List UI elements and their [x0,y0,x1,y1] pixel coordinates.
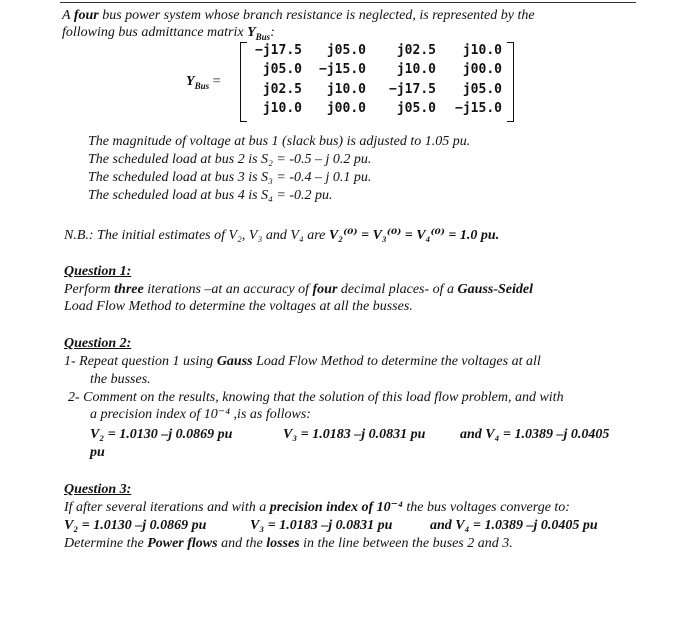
matrix-cell: j10.0 [262,101,302,116]
q2-method-gauss: Gauss [216,354,253,369]
q1-text: decimal places- of a [337,282,458,297]
nb-initial-values: V₂⁽⁰⁾ = V₃⁽⁰⁾ = V₄⁽⁰⁾ = 1.0 pu. [328,228,500,243]
q1-bold-three: three [114,282,144,297]
bus3-load: The scheduled load at bus 3 is S₃ = -0.4 – j 0.1 pu. [88,170,372,185]
q3-text: Determine the [64,536,148,551]
matrix-cell: j05.0 [396,101,436,116]
matrix-equals: = [212,74,221,89]
matrix-cell: −j15.0 [455,101,502,116]
matrix-cell: −j17.5 [389,82,436,97]
question-2-heading: Question 2: [64,336,132,351]
q1-method-gauss-seidel: Gauss-Seidel [457,282,533,297]
matrix-cell: j10.0 [326,82,366,97]
q3-power-flows: Power flows [147,536,218,551]
intro-text: A [62,8,74,23]
q3-text: and the [217,536,267,551]
q1-bold-four: four [312,282,338,297]
bus4-load: The scheduled load at bus 4 is S₄ = -0.2 pu. [88,188,333,203]
matrix-cell: j02.5 [396,43,436,58]
q3-text: If after several iterations and with a [64,500,270,515]
q2-text: Load Flow Method to determine the voltages at all [252,354,541,369]
matrix-cell: j02.5 [262,82,302,97]
q2-v2-solution: V₂ = 1.0130 –j 0.0869 pu [90,427,233,442]
matrix-cell: j00.0 [462,62,502,77]
matrix-cell: j00.0 [326,101,366,116]
nb-text: N.B.: The initial estimates of V₂, V₃ and V₄ are [64,228,329,243]
q2-unit: pu [90,445,105,460]
matrix-cell: j05.0 [462,82,502,97]
ybus-subscript: Bus [255,31,271,42]
intro-text: bus power system whose branch resistance is neglected, is represented by the [98,8,535,23]
question-1-line-1 [64,282,533,298]
nb-initial-estimates [64,228,499,244]
bus2-load: The scheduled load at bus 2 is S₂ = -0.5 – j 0.2 pu. [88,152,372,167]
q3-text: in the line between the buses 2 and 3. [299,536,513,551]
intro-text: : [270,25,275,40]
intro-line-1 [62,8,535,24]
matrix-cell: −j15.0 [319,62,366,77]
intro-bold-four: four [73,8,99,23]
q3-v2-solution: V₂ = 1.0130 –j 0.0869 pu [64,518,207,533]
intro-text: following bus admittance matrix [62,25,248,40]
matrix-cell: −j17.5 [255,43,302,58]
question-3-line-1 [64,500,570,516]
question-1-line-2: Load Flow Method to determine the voltages at all the busses. [64,299,413,314]
question-2-item-1 [64,354,541,370]
q3-v3-solution: V₃ = 1.0183 –j 0.0831 pu [250,518,393,533]
question-1-heading: Question 1: [64,264,132,279]
q3-precision-index: precision index of 10⁻⁴ [269,500,403,515]
matrix-cell: j10.0 [462,43,502,58]
q2-text: 1- Repeat question 1 using [64,354,217,369]
matrix-label-subscript: Bus [194,80,210,91]
matrix-cell: j05.0 [326,43,366,58]
q2-v3-solution: V₃ = 1.0183 –j 0.0831 pu [283,427,426,442]
question-3-line-3 [64,536,513,552]
q1-text: Perform [64,282,115,297]
matrix-bracket-right [507,42,514,122]
q2-v4-solution: and V₄ = 1.0389 –j 0.0405 [460,427,610,442]
matrix-label-symbol: Y [186,74,195,89]
question-3-heading: Question 3: [64,482,132,497]
q1-text: iterations –at an accuracy of [143,282,313,297]
matrix-label [186,74,220,90]
matrix-cell: j10.0 [396,62,436,77]
q3-losses: losses [266,536,300,551]
q3-text: the bus voltages converge to: [402,500,570,515]
ybus-symbol: Y [247,25,256,40]
top-rule [60,2,636,3]
q3-v4-solution: and V₄ = 1.0389 –j 0.0405 pu [430,518,598,533]
question-2-item-2: 2- Comment on the results, knowing that the solution of this load flow problem, and with [68,390,564,405]
intro-line-2 [62,25,275,41]
ybus-matrix [240,42,514,122]
question-2-item-1-cont: the busses. [90,372,151,387]
matrix-cell: j05.0 [262,62,302,77]
question-2-item-2-cont: a precision index of 10⁻⁴ ,is as follows: [90,407,311,422]
slack-bus-condition: The magnitude of voltage at bus 1 (slack bus) is adjusted to 1.05 pu. [88,134,471,149]
